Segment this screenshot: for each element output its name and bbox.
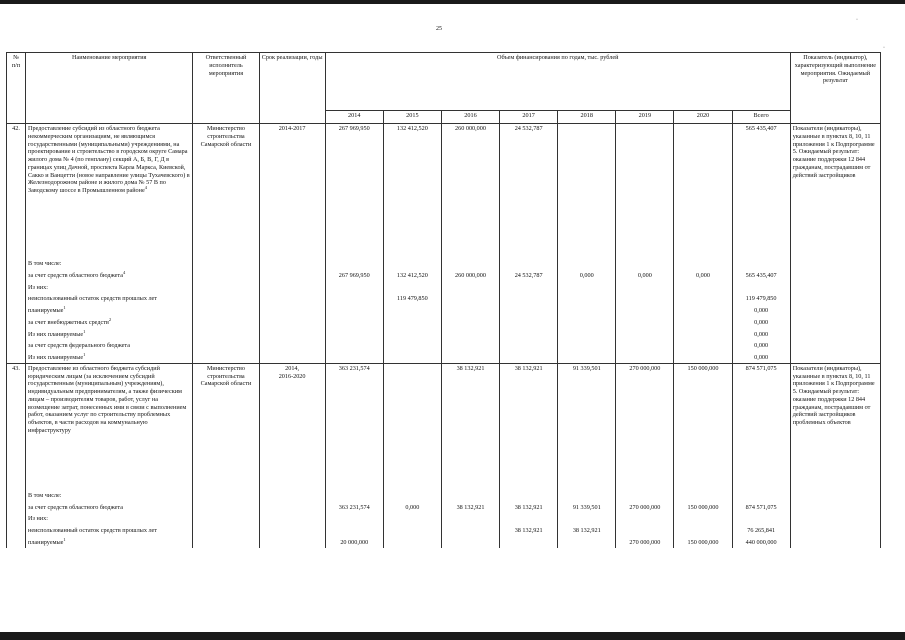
funding-value	[616, 252, 674, 269]
funding-value	[558, 339, 616, 351]
responsible	[193, 328, 259, 340]
indicator	[790, 484, 880, 501]
measure-name-text: неиспользованный остаток средств прошлых лет	[28, 527, 157, 534]
funding-value	[558, 536, 616, 548]
right-mark: ·	[883, 45, 885, 51]
measure-name-text: Предоставление из областного бюджета субсидий юридическим лицам (за исключением субсидий государственным (муниципальным) учреждениям), индивидуальным предпринимателям, а также физическим лицам – производителям товаров, работ, услуг на возмещение затрат, понесенных ими в связи с выполнением работ, оказанием услуг по строительству проблемных объектов, в части расходов на коммунальную инфраструктуру	[28, 364, 187, 434]
funding-value: 38 132,921	[441, 501, 499, 513]
period	[259, 512, 325, 524]
funding-value	[500, 484, 558, 501]
table-row-sub	[7, 512, 881, 524]
funding-value: 0,000	[732, 316, 790, 328]
row-number	[7, 316, 26, 328]
funding-value	[732, 484, 790, 501]
measure-name	[26, 316, 193, 328]
row-number: 43.	[7, 363, 26, 484]
funding-value	[616, 281, 674, 293]
funding-value	[616, 484, 674, 501]
funding-value	[441, 328, 499, 340]
row-number	[7, 501, 26, 513]
funding-value: 0,000	[674, 269, 732, 281]
header-no: № п/п	[7, 53, 26, 124]
row-number	[7, 292, 26, 304]
measure-name-text: Из них:	[28, 283, 48, 291]
funding-value	[616, 339, 674, 351]
funding-value	[558, 316, 616, 328]
page-number: 25	[436, 26, 442, 32]
measure-name	[26, 304, 193, 316]
funding-value	[441, 304, 499, 316]
period	[259, 252, 325, 269]
header-name: Наименование мероприятия	[26, 53, 193, 124]
funding-value	[674, 281, 732, 293]
responsible	[193, 304, 259, 316]
row-number	[7, 536, 26, 548]
header-year: 2018	[558, 111, 616, 124]
measure-name	[26, 292, 193, 304]
table-row-sub	[7, 339, 881, 351]
funding-value	[441, 351, 499, 363]
table-row-main	[7, 363, 881, 484]
funding-value	[616, 124, 674, 253]
indicator	[790, 252, 880, 269]
indicator	[790, 512, 880, 524]
funding-value	[325, 304, 383, 316]
funding-value: 24 532,787	[500, 124, 558, 253]
funding-value	[674, 512, 732, 524]
footnote-mark: 1	[63, 536, 66, 542]
funding-value	[558, 281, 616, 293]
funding-value	[441, 339, 499, 351]
measure-name	[26, 363, 193, 484]
funding-value	[674, 328, 732, 340]
funding-value: 0,000	[383, 501, 441, 513]
header-indicator: Показатель (индикатор), характеризующий выполнение мероприятия. Ожидаемый результат	[790, 53, 880, 124]
measure-name	[26, 281, 193, 293]
funding-value	[383, 524, 441, 536]
period	[259, 524, 325, 536]
funding-value	[616, 351, 674, 363]
measure-name	[26, 512, 193, 524]
row-number	[7, 512, 26, 524]
funding-value: 0,000	[732, 339, 790, 351]
funding-value	[500, 339, 558, 351]
funding-value	[325, 292, 383, 304]
responsible	[193, 339, 259, 351]
header-year: 2019	[616, 111, 674, 124]
funding-value: 119 479,850	[732, 292, 790, 304]
funding-value: 260 000,000	[441, 269, 499, 281]
funding-value	[558, 484, 616, 501]
table-row-sub	[7, 484, 881, 501]
funding-value	[441, 524, 499, 536]
indicator	[790, 292, 880, 304]
period	[259, 304, 325, 316]
measure-name	[26, 484, 193, 501]
measure-name-text: Из них:	[28, 515, 48, 523]
funding-value	[383, 484, 441, 501]
funding-value	[383, 351, 441, 363]
table-row-sub	[7, 252, 881, 269]
funding-value: 565 435,407	[732, 124, 790, 253]
funding-value: 270 000,000	[616, 536, 674, 548]
funding-value	[674, 351, 732, 363]
indicator	[790, 351, 880, 363]
funding-value	[558, 252, 616, 269]
funding-value: 91 339,501	[558, 501, 616, 513]
period	[259, 316, 325, 328]
funding-value: 38 132,921	[500, 363, 558, 484]
footnote-mark: 1	[63, 304, 66, 310]
row-number	[7, 524, 26, 536]
period	[259, 501, 325, 513]
funding-value: 363 231,574	[325, 501, 383, 513]
responsible	[193, 484, 259, 501]
funding-value: 260 000,000	[441, 124, 499, 253]
measure-name	[26, 269, 193, 281]
funding-value: 874 571,075	[732, 363, 790, 484]
funding-value	[441, 281, 499, 293]
indicator: Показатели (индикаторы), указанные в пунктах 8, 10, 11 приложения 1 к Подпрограмме 5. Ожидаемый результат: оказание поддержки 12 844 гражданам, пострадавшим от действий застройщиков проблемных объектов	[790, 363, 880, 484]
indicator	[790, 501, 880, 513]
funding-value	[500, 304, 558, 316]
measure-name-text: В том числе:	[28, 260, 62, 267]
funding-value	[325, 316, 383, 328]
funding-value	[500, 328, 558, 340]
funding-value	[500, 512, 558, 524]
funding-value: 38 132,921	[500, 501, 558, 513]
funding-value: 150 000,000	[674, 501, 732, 513]
funding-value	[383, 281, 441, 293]
header-year: Всего	[732, 111, 790, 124]
top-border	[0, 0, 905, 4]
funding-value	[441, 252, 499, 269]
corner-mark: ·	[856, 17, 858, 23]
funding-value: 150 000,000	[674, 363, 732, 484]
funding-value	[325, 339, 383, 351]
funding-value	[674, 484, 732, 501]
funding-value	[674, 316, 732, 328]
funding-value: 38 132,921	[500, 524, 558, 536]
funding-value: 270 000,000	[616, 501, 674, 513]
measure-name-text: планируемые	[28, 307, 64, 314]
header-funding: Объем финансирования по годам, тыс. рублей	[325, 53, 790, 111]
row-number	[7, 269, 26, 281]
funding-value: 150 000,000	[674, 536, 732, 548]
funding-value	[674, 339, 732, 351]
table-row-sub	[7, 501, 881, 513]
row-number	[7, 339, 26, 351]
funding-value	[383, 316, 441, 328]
measure-name	[26, 524, 193, 536]
funding-value: 0,000	[732, 304, 790, 316]
table-row-sub	[7, 536, 881, 548]
measure-name	[26, 501, 193, 513]
funding-value	[325, 252, 383, 269]
responsible	[193, 524, 259, 536]
header-year: 2020	[674, 111, 732, 124]
measure-name-text: за счет средств областного бюджета	[28, 271, 123, 279]
row-number	[7, 351, 26, 363]
period	[259, 281, 325, 293]
row-number	[7, 484, 26, 501]
measure-name-text: Из них планируемые	[28, 330, 84, 338]
period	[259, 269, 325, 281]
funding-value: 119 479,850	[383, 292, 441, 304]
funding-value: 440 000,000	[732, 536, 790, 548]
funding-value: 565 435,407	[732, 269, 790, 281]
funding-value	[674, 524, 732, 536]
table-row-sub	[7, 328, 881, 340]
row-number	[7, 252, 26, 269]
footnote-mark: 4	[122, 269, 126, 275]
funding-value	[383, 512, 441, 524]
funding-value	[500, 281, 558, 293]
row-number	[7, 281, 26, 293]
responsible	[193, 316, 259, 328]
header-year: 2015	[383, 111, 441, 124]
period	[259, 292, 325, 304]
table-row-sub	[7, 269, 881, 281]
funding-value: 363 231,574	[325, 363, 383, 484]
measure-name	[26, 339, 193, 351]
funding-value: 38 132,921	[441, 363, 499, 484]
period	[259, 484, 325, 501]
funding-value	[732, 252, 790, 269]
funding-value	[383, 304, 441, 316]
funding-table	[6, 52, 881, 548]
funding-value: 0,000	[732, 351, 790, 363]
header-responsible: Ответственный исполнитель мероприятия	[193, 53, 259, 124]
measure-name	[26, 252, 193, 269]
measure-name-text: Из них планируемые	[28, 354, 84, 361]
measure-name-text: планируемые	[28, 538, 64, 546]
indicator	[790, 269, 880, 281]
funding-value	[616, 292, 674, 304]
period	[259, 351, 325, 363]
responsible	[193, 252, 259, 269]
row-number	[7, 304, 26, 316]
indicator	[790, 328, 880, 340]
funding-value	[732, 512, 790, 524]
footnote-mark: 1	[83, 351, 86, 357]
funding-value	[500, 252, 558, 269]
funding-value	[558, 328, 616, 340]
funding-value	[732, 281, 790, 293]
funding-value	[616, 512, 674, 524]
table-row-sub	[7, 304, 881, 316]
funding-value: 0,000	[732, 328, 790, 340]
funding-value	[674, 292, 732, 304]
funding-value	[674, 124, 732, 253]
funding-value: 270 000,000	[616, 363, 674, 484]
responsible	[193, 501, 259, 513]
funding-value	[616, 304, 674, 316]
header-period: Срок реализации, годы	[259, 53, 325, 124]
responsible: Министерство строительства Самарской области	[193, 124, 259, 253]
funding-value	[500, 316, 558, 328]
measure-name	[26, 124, 193, 253]
funding-value	[441, 536, 499, 548]
row-number	[7, 328, 26, 340]
header-year: 2014	[325, 111, 383, 124]
period: 2014-2017	[259, 124, 325, 253]
funding-value: 267 969,950	[325, 124, 383, 253]
funding-value	[325, 328, 383, 340]
indicator	[790, 281, 880, 293]
period	[259, 339, 325, 351]
funding-value: 0,000	[558, 269, 616, 281]
row-number: 42.	[7, 124, 26, 253]
funding-value	[558, 124, 616, 253]
funding-value: 267 969,950	[325, 269, 383, 281]
funding-value	[616, 328, 674, 340]
funding-value	[558, 292, 616, 304]
measure-name-text: Предоставление субсидий из областного бюджета некоммерческим организациям, не являющимся государственными (муниципальными) учреждениями, на проектирование и строительство в городском округе Самара жилого дома № 4 (по генплану) секций А, Б, В, Г, Д в границах улиц Дачной, проспекта Карла Маркса, Киевской, Сакко и Ванцетти (новое направление улицы Тухачевского) в Железнодорожном районе и жилого дома № 57 В по Заводскому шоссе в Промышленном районе	[28, 125, 190, 194]
funding-value	[674, 304, 732, 316]
funding-value	[325, 281, 383, 293]
table-row-sub	[7, 281, 881, 293]
indicator: Показатели (индикаторы), указанные в пунктах 8, 10, 11 приложения 1 к Подпрограмме 5. Ожидаемый результат: оказание поддержки 12 844 гражданам, пострадавшим от действий застройщиков	[790, 124, 880, 253]
funding-value	[500, 292, 558, 304]
funding-value	[325, 484, 383, 501]
funding-value: 38 132,921	[558, 524, 616, 536]
funding-value	[500, 536, 558, 548]
funding-value	[558, 351, 616, 363]
funding-value: 76 265,841	[732, 524, 790, 536]
funding-value	[325, 351, 383, 363]
bottom-border	[0, 632, 905, 640]
funding-value	[325, 524, 383, 536]
funding-value	[558, 512, 616, 524]
header-year: 2016	[441, 111, 499, 124]
indicator	[790, 304, 880, 316]
funding-value	[441, 292, 499, 304]
period	[259, 536, 325, 548]
funding-value	[325, 512, 383, 524]
responsible	[193, 351, 259, 363]
period	[259, 328, 325, 340]
funding-value: 0,000	[616, 269, 674, 281]
funding-value: 132 412,520	[383, 269, 441, 281]
funding-value: 132 412,520	[383, 124, 441, 253]
footnote-mark: 2	[108, 316, 112, 322]
funding-value: 24 532,787	[500, 269, 558, 281]
responsible	[193, 536, 259, 548]
measure-name-text: за счет средств федерального бюджета	[28, 342, 130, 350]
funding-value: 91 339,501	[558, 363, 616, 484]
funding-value: 20 000,000	[325, 536, 383, 548]
measure-name-text: неиспользованный остаток средств прошлых лет	[28, 295, 157, 303]
indicator	[790, 524, 880, 536]
measure-name-text: за счет средств областного бюджета	[28, 503, 123, 511]
responsible	[193, 269, 259, 281]
funding-value	[441, 512, 499, 524]
funding-value	[441, 484, 499, 501]
table-row-main	[7, 124, 881, 253]
measure-name	[26, 328, 193, 340]
funding-value	[558, 304, 616, 316]
table-row-sub	[7, 524, 881, 536]
funding-value: 874 571,075	[732, 501, 790, 513]
responsible	[193, 292, 259, 304]
measure-name	[26, 536, 193, 548]
footnote-mark: 1	[83, 328, 86, 334]
funding-value	[383, 363, 441, 484]
responsible: Министерство строительства Самарской области	[193, 363, 259, 484]
funding-value	[383, 536, 441, 548]
funding-value	[441, 316, 499, 328]
table-row-sub	[7, 292, 881, 304]
indicator	[790, 316, 880, 328]
funding-value	[383, 328, 441, 340]
measure-name-text: за счет внебюджетных средств	[28, 318, 109, 326]
funding-value	[383, 252, 441, 269]
table-row-sub	[7, 316, 881, 328]
responsible	[193, 281, 259, 293]
table-row-sub	[7, 351, 881, 363]
footnote-mark: 4	[144, 184, 147, 190]
funding-value	[500, 351, 558, 363]
funding-value	[616, 316, 674, 328]
measure-name	[26, 351, 193, 363]
responsible	[193, 512, 259, 524]
funding-value	[383, 339, 441, 351]
indicator	[790, 339, 880, 351]
indicator	[790, 536, 880, 548]
funding-value	[616, 524, 674, 536]
period: 2014, 2016-2020	[259, 363, 325, 484]
header-year: 2017	[500, 111, 558, 124]
funding-value	[674, 252, 732, 269]
measure-name-text: В том числе:	[28, 491, 62, 499]
